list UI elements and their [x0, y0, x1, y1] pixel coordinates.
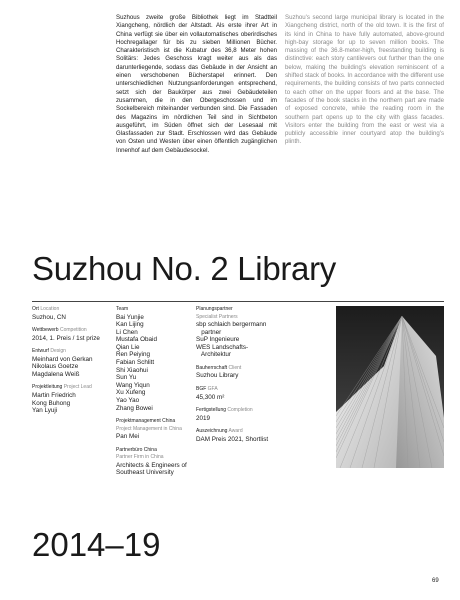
facts-column-2 [116, 306, 194, 483]
fact-competition [32, 327, 110, 342]
fact-value: Fabian Schlitt [116, 359, 155, 367]
fact-completion [196, 407, 296, 422]
fact-label-de: Fertigstellung [196, 407, 227, 414]
fact-value: 2014, 1. Preis / 1st prize [32, 334, 100, 342]
fact-label-de: Projektleitung [32, 384, 63, 391]
fact-value: Architects & Engineers of [116, 461, 187, 469]
fact-project-lead [32, 384, 110, 414]
fact-label-en: Location [40, 306, 60, 312]
fact-value: WES Landschafts- [196, 343, 249, 351]
fact-value: Shi Xiaohui [116, 366, 148, 374]
fact-label-en: Client [228, 364, 242, 371]
fact-label-en: Project Lead [63, 384, 92, 391]
fact-value: sbp schlaich bergermann [196, 321, 267, 328]
fact-label-de: Projektmanagement China [116, 418, 176, 425]
fact-value: DAM Preis 2021, Shortlist [196, 435, 269, 443]
fact-value: SuP Ingenieure [196, 336, 240, 344]
fact-label-de: Wettbewerb [32, 327, 59, 334]
fact-value: Kan Lijing [116, 321, 144, 329]
fact-value: Li Chen [116, 328, 138, 336]
fact-label-de: Partnerbüro China [116, 446, 157, 453]
intro-text-english: Suzhou's second large municipal library is located in the Xiangcheng district, north of the old town. It is the first of its kind in China to have fully automated, above-ground high-bay storage for up to seven million books. The massing of the 36.8-meter-high, freestanding building is distinctive: each story cantilevers out further than the one below, making the building's elevation reminiscent of a shifted stack of books. In accordance with the different use requirements, the building consists of two parts connected to each other on the upper floors and at the base. The facades of the book stacks in the northern part are made of exposed concrete, while the reading room in the southern part opens up to the city with glass facades. Visitors enter the building from the east or west via a publicly accessible inner courtyard atop the building's plinth. [285, 14, 444, 146]
fact-value: Kong Buhong [32, 399, 71, 407]
fact-value: Qian Lie [116, 343, 140, 351]
fact-pm-china [116, 418, 194, 441]
fact-value: Zhang Bowei [116, 404, 153, 412]
fact-label-en: Specialist Partners [196, 313, 238, 320]
fact-label-de: BGF [196, 386, 207, 393]
fact-label-en: Partner Firm in China [116, 454, 164, 461]
fact-label-de: Team [116, 306, 129, 312]
fact-value: Architektur [196, 351, 231, 359]
fact-value: Mustafa Obaid [116, 336, 157, 344]
fact-value: Southeast University [116, 469, 174, 477]
fact-value: Magdalena Weiß [32, 370, 80, 378]
fact-gfa [196, 386, 296, 401]
fact-value: Ren Peiying [116, 351, 150, 359]
fact-label-en: Project Management in China [116, 425, 182, 432]
fact-value: Bai Yunjie [116, 313, 144, 321]
fact-value: Sun Yu [116, 374, 137, 382]
fact-award [196, 428, 296, 443]
fact-partner-china [116, 447, 194, 477]
facts-column-1 [32, 306, 110, 421]
fact-value: Suzhou Library [196, 372, 239, 380]
fact-label-de: Entwurf [32, 348, 49, 355]
fact-value: Pan Mei [116, 433, 140, 441]
fact-value: Nikolaus Goetze [32, 363, 79, 371]
fact-value: Meinhard von Gerkan [32, 355, 93, 363]
fact-client [196, 365, 296, 380]
fact-value: Martin Friedrich [32, 391, 76, 399]
facts-column-3 [196, 306, 296, 449]
project-years: 2014–19 [32, 526, 161, 563]
fact-label-de: Ort [32, 306, 39, 312]
page-number: 69 [432, 578, 439, 584]
fact-team [116, 306, 194, 412]
fact-value: Suzhou, CN [32, 313, 66, 321]
fact-label-en: Design [50, 348, 66, 355]
fact-value: Yan Lyuji [32, 407, 58, 415]
project-title: Suzhou No. 2 Library [32, 250, 337, 287]
title-divider [32, 301, 444, 302]
fact-value: Wang Yiqun [116, 381, 150, 389]
fact-label-en: GFA [207, 386, 218, 393]
fact-design [32, 348, 110, 378]
fact-planning-partners [196, 306, 296, 359]
building-photo [336, 306, 444, 468]
fact-label-de: Planungspartner [196, 306, 233, 312]
fact-label-en: Competition [59, 327, 87, 334]
fact-label-de: Auszeichnung [196, 428, 228, 435]
fact-value: Xu Xufeng [116, 389, 146, 397]
fact-value: 2019 [196, 414, 211, 422]
fact-value: 45,300 m² [196, 393, 225, 401]
fact-label-de: Bauherrschaft [196, 364, 228, 371]
fact-label-en: Award [228, 428, 243, 435]
fact-label-en: Completion [227, 407, 253, 414]
intro-text-german: Suzhous zweite große Bibliothek liegt im Stadtteil Xiangcheng, nördlich der Altstadt. Als erste ihrer Art in China verfügt sie über ein vollautomatisches oberirdisches Hochregallager für bis zu sieben Millionen Bücher. Charakteristisch ist die Kubatur des 36,8 Meter hohen Solitärs: Jedes Geschoss kragt weiter aus als das darunterliegende, sodass das Gebäude in der Ansicht an einen verschobenen Bücherstapel erinnert. Den unterschiedlichen Nutzungsanforderungen entsprechend, setzt sich der Baukörper aus zwei Gebäudeteilen zusammen, die in den Obergeschossen und im Sockelbereich miteinander verbunden sind. Die Fassaden des Magazins im nördlichen Teil sind in Sichtbeton ausgeführt, im Süden öffnet sich der Lesesaal mit Glasfassaden zur Stadt. Erschlossen wird das Gebäude von Osten und Westen über einen öffentlich zugänglichen Innenhof auf dem Gebäudesockel. [116, 14, 277, 154]
fact-location [32, 306, 110, 321]
fact-value: partner [196, 328, 222, 336]
fact-value: Yao Yao [116, 397, 140, 405]
